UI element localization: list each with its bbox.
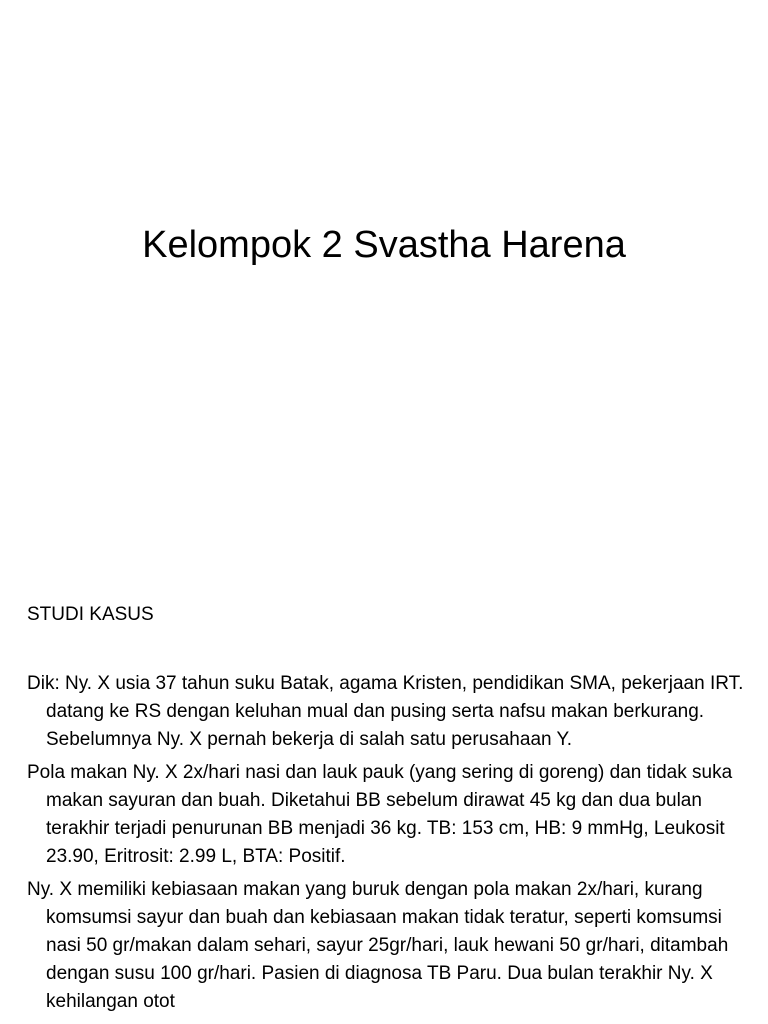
section-heading: STUDI KASUS xyxy=(27,604,154,625)
case-study-content xyxy=(27,601,747,1021)
case-paragraph-diet-pattern: Pola makan Ny. X 2x/hari nasi dan lauk pauk (yang sering di goreng) dan tidak suka makan sayuran dan buah. Diketahui BB sebelum dirawat 45 kg dan dua bulan terakhir terjadi penurunan BB menjadi 36 kg. TB: 153 cm, HB: 9 mmHg, Leukosit 23.90, Eritrosit: 2.99 L, BTA: Positif. xyxy=(27,762,733,867)
slide-title: Kelompok 2 Svastha Harena xyxy=(142,224,626,266)
case-paragraph-patient-info: Dik: Ny. X usia 37 tahun suku Batak, agama Kristen, pendidikan SMA, pekerjaan IRT. datang ke RS dengan keluhan mual dan pusing serta nafsu makan berkurang. Sebelumnya Ny. X pernah bekerja di salah satu perusahaan Y. xyxy=(27,673,744,750)
case-paragraph-eating-habits: Ny. X memiliki kebiasaan makan yang buruk dengan pola makan 2x/hari, kurang komsumsi sayur dan buah dan kebiasaan makan tidak teratur, seperti komsumsi nasi 50 gr/makan dalam sehari, sayur 25gr/hari, lauk hewani 50 gr/hari, ditambah dengan susu 100 gr/hari. Pasien di diagnosa TB Paru. Dua bulan terakhir Ny. X kehilangan otot xyxy=(27,879,729,1012)
